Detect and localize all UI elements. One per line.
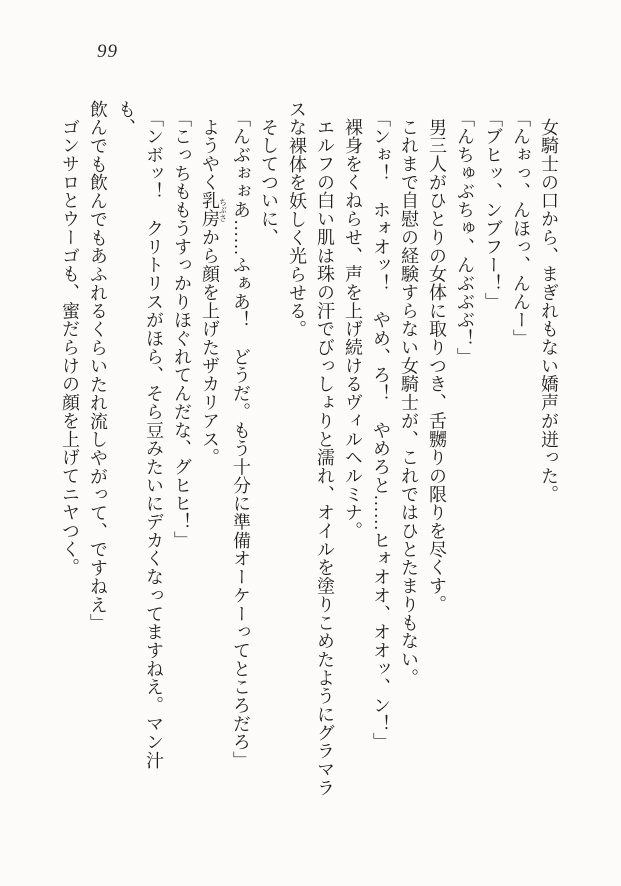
text-line: 裸身をくねらせ、声を上げ続けるヴィルヘルミナ。 <box>343 118 363 541</box>
ruby-annotated-word: 乳房ちぶさ <box>200 191 228 229</box>
text-line: これまで自慰の経験すらない女騎士が、これではひとたまりもない。 <box>399 118 419 687</box>
text-line: 「んちゅぶちゅ、んぶぶぶ！」 <box>455 109 475 366</box>
page-number: 99 <box>97 41 118 62</box>
text-line: ゴンサロとウーゴも、蜜だらけの顔を上げてニヤつく。 <box>60 118 80 577</box>
text-line: そしてついに、 <box>259 118 279 247</box>
text-block <box>56 100 563 800</box>
text-line: スな裸体を妖しく光らせる。 <box>287 100 307 339</box>
text-line: 男三人がひとりの女体に取りつき、舌嬲りの限りを尽くす。 <box>427 118 447 614</box>
text-line: ようやく乳房ちぶさから顔を上げたザカリアス。 <box>200 118 228 467</box>
text-line: 飲んでも飲んでもあふれるくらいたれ流しやがって、ですねえ」 <box>88 100 108 633</box>
text-line: エルフの白い肌は珠の汗でびっしょりと濡れ、オイルを塗りこめたようにグラマラ <box>315 118 335 797</box>
text-line: 「ンぉ！ ホォオッ！ やめ、ろ！ やめろと……ヒォオオ、オオッ、ン！」 <box>371 109 391 752</box>
text-line: 「こっちももうすっかりほぐれてんだな、グヒヒ！」 <box>172 109 192 550</box>
text-line: 女騎士の口から、まぎれもない嬌声が迸った。 <box>539 118 559 504</box>
text-line: 「ンボッ！ クリトリスがほら、そら豆みたいにデカくなってますねえ。マン汁も、 <box>116 100 164 770</box>
text-line: 「んぶぉぉあ……ふぁあ！ どうだ。もう十分に準備オーケーってところだろ」 <box>231 109 251 770</box>
text-line: 「ブヒッ、ンブフー！」 <box>483 109 503 311</box>
text-line: 「んぉっ、んほっ、んんー」 <box>511 109 531 348</box>
